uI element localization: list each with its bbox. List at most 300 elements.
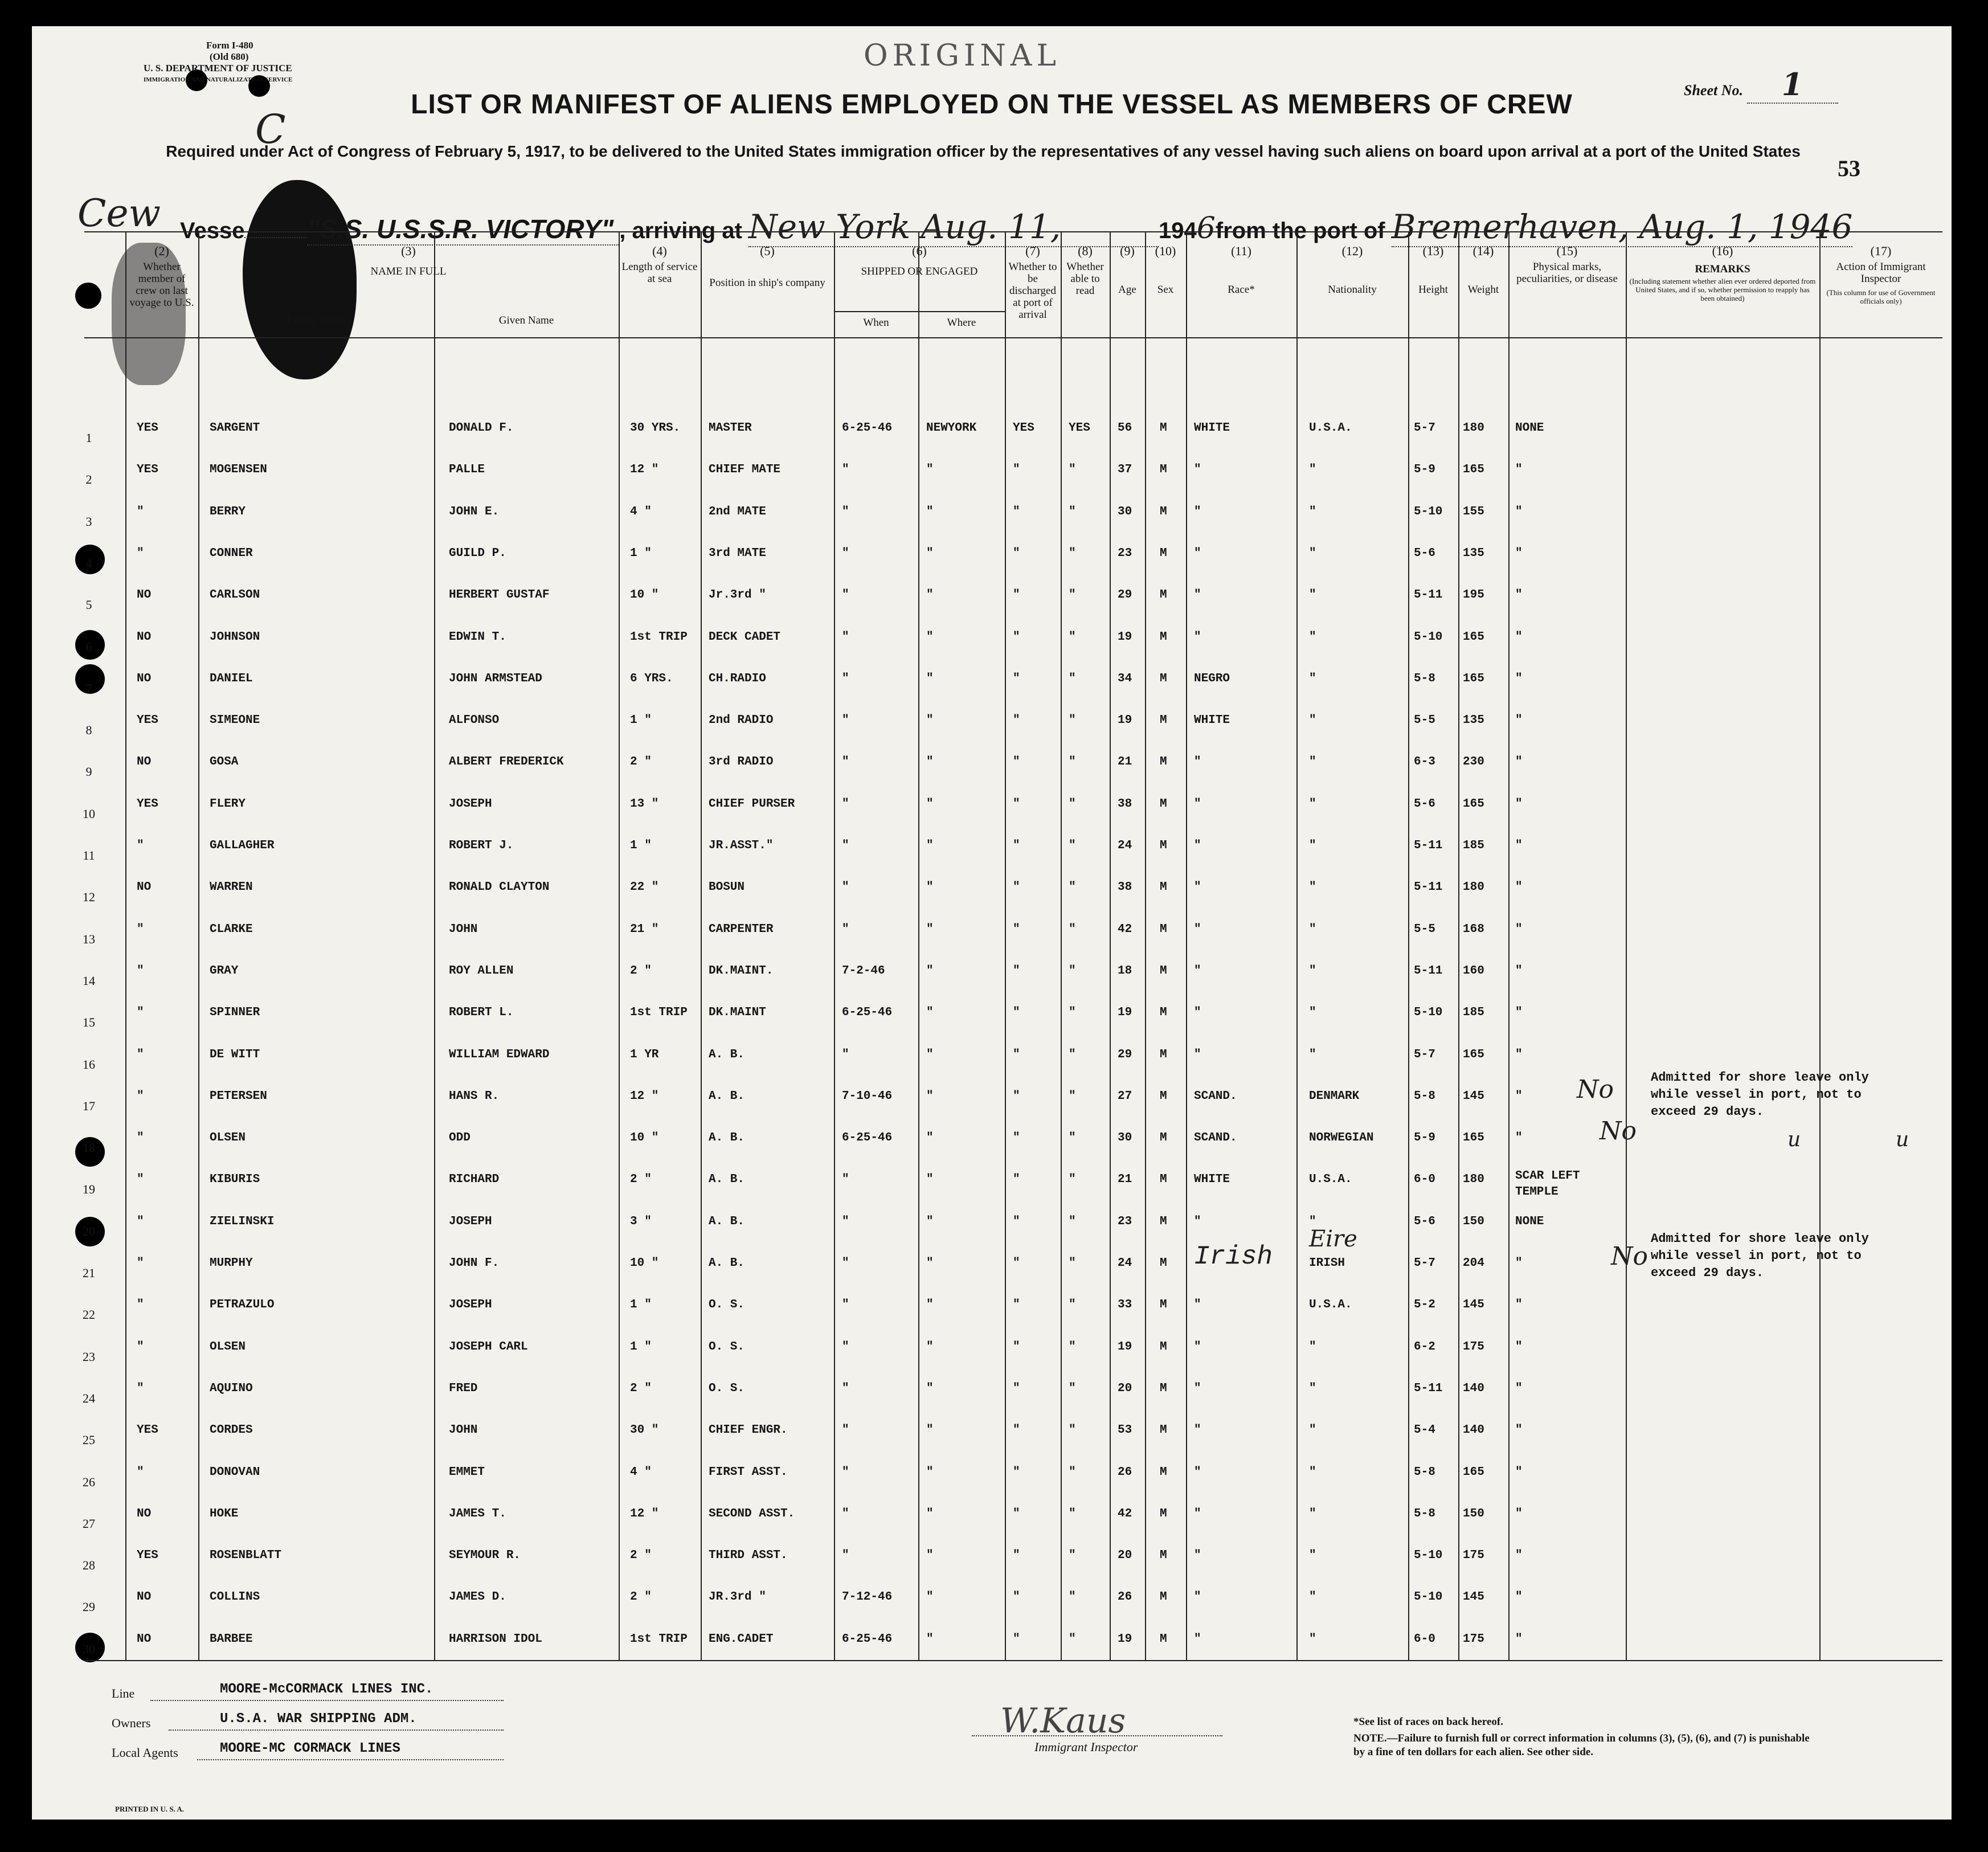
sex: M xyxy=(1160,1006,1167,1020)
position: MASTER xyxy=(709,422,752,435)
family-name: ZIELINSKI xyxy=(210,1215,275,1228)
nationality: " xyxy=(1309,1424,1316,1437)
age: 21 xyxy=(1118,755,1132,769)
given-name: PALLE xyxy=(449,463,485,477)
nationality: DENMARK xyxy=(1309,1089,1360,1103)
service-length: 2 " xyxy=(630,1381,652,1395)
given-name: ROBERT J. xyxy=(449,839,514,852)
column-rule xyxy=(1408,231,1409,1661)
service-length: 2 " xyxy=(630,755,652,769)
service-length: 1st TRIP xyxy=(630,1006,688,1020)
column-number-c4: (4) xyxy=(652,244,667,258)
position: O. S. xyxy=(709,1298,745,1312)
form-old-number: (Old 680) xyxy=(210,51,249,62)
row-number: 23 xyxy=(83,1349,95,1364)
position: DECK CADET xyxy=(709,630,781,644)
service-length: 2 " xyxy=(630,1173,652,1187)
shipped-when: " xyxy=(842,1381,849,1395)
service-length: 1 " xyxy=(630,839,652,852)
age: 42 xyxy=(1118,1507,1132,1520)
column-number-c16: (16) xyxy=(1712,244,1733,258)
sex: M xyxy=(1160,1089,1167,1103)
height: 5-2 xyxy=(1414,1298,1435,1312)
given-name: JAMES D. xyxy=(449,1591,506,1604)
discharged: " xyxy=(1013,714,1020,727)
height: 5-8 xyxy=(1414,1465,1435,1479)
row-number: 30 xyxy=(83,1641,95,1656)
service-length: 10 " xyxy=(630,1257,659,1270)
race: " xyxy=(1194,546,1201,560)
family-name: PETERSEN xyxy=(210,1089,267,1103)
age: 24 xyxy=(1118,839,1132,852)
able-to-read: " xyxy=(1069,881,1076,894)
shipped-where: " xyxy=(926,1549,934,1563)
row-number: 14 xyxy=(83,973,95,988)
discharged: YES xyxy=(1013,422,1034,435)
physical-marks: " xyxy=(1515,546,1523,560)
shipped-where: " xyxy=(926,1006,934,1020)
weight: 185 xyxy=(1463,839,1484,852)
physical-marks: " xyxy=(1515,1048,1523,1061)
physical-marks: " xyxy=(1515,1298,1523,1312)
column-header-c12: Nationality xyxy=(1328,284,1377,296)
position: DK.MAINT xyxy=(709,1006,766,1020)
given-name: ALBERT FREDERICK xyxy=(449,755,564,769)
given-name: ROY ALLEN xyxy=(449,964,514,978)
column-rule xyxy=(1061,231,1062,1661)
weight: 175 xyxy=(1463,1340,1484,1354)
prev-voyage: " xyxy=(137,1381,144,1395)
physical-marks: " xyxy=(1515,797,1523,811)
discharged: " xyxy=(1013,588,1020,602)
nationality: U.S.A. xyxy=(1309,1298,1352,1312)
line-label: Line xyxy=(112,1686,135,1700)
height: 5-6 xyxy=(1414,1215,1435,1228)
discharged: " xyxy=(1013,964,1020,978)
row-number: 27 xyxy=(83,1516,95,1531)
shipped-where: " xyxy=(926,1507,934,1520)
sheet-number: 1 xyxy=(1747,66,1838,104)
height: 6-2 xyxy=(1414,1340,1435,1354)
given-name: JOSEPH CARL xyxy=(449,1340,528,1354)
given-name: ROBERT L. xyxy=(449,1006,514,1020)
service-length: 12 " xyxy=(630,1507,659,1520)
column-header-c13: Height xyxy=(1418,284,1448,296)
column-header-c3: NAME IN FULL xyxy=(370,265,447,277)
age: 38 xyxy=(1118,881,1132,894)
able-to-read: " xyxy=(1069,1507,1076,1520)
given-name: RICHARD xyxy=(449,1173,500,1187)
column-number-c6: (6) xyxy=(912,244,927,258)
service-length: 10 " xyxy=(630,588,659,602)
height: 5-8 xyxy=(1414,1507,1435,1520)
height: 5-7 xyxy=(1414,422,1435,435)
family-name: CORDES xyxy=(210,1424,253,1437)
discharged: " xyxy=(1013,463,1020,477)
able-to-read: " xyxy=(1069,714,1076,727)
given-name: RONALD CLAYTON xyxy=(449,881,550,894)
sex: M xyxy=(1160,714,1167,727)
family-name: GRAY xyxy=(210,964,239,978)
height: 5-11 xyxy=(1414,839,1443,852)
able-to-read: " xyxy=(1069,1549,1076,1563)
service-length: 1 YR xyxy=(630,1048,659,1061)
position: A. B. xyxy=(709,1131,745,1145)
prev-voyage: NO xyxy=(137,1591,152,1604)
shipped-where: " xyxy=(926,1048,934,1061)
weight: 180 xyxy=(1463,422,1484,435)
shipped-when: " xyxy=(842,672,849,685)
position: A. B. xyxy=(709,1089,745,1103)
column-header-remarks-note: (Including statement whether alien ever ordered deported from United States, and if so, whether permission to reapply has been obtained) xyxy=(1629,277,1816,302)
shipped-when: " xyxy=(842,1424,849,1437)
form-number: Form I-480 xyxy=(206,40,253,51)
owners-value: U.S.A. WAR SHIPPING ADM. xyxy=(220,1711,417,1727)
age: 37 xyxy=(1118,463,1132,477)
weight: 230 xyxy=(1463,755,1484,769)
race: " xyxy=(1194,1048,1201,1061)
page-number: 53 xyxy=(1838,156,1860,181)
prev-voyage: NO xyxy=(137,1507,152,1520)
age: 53 xyxy=(1118,1424,1132,1437)
service-length: 13 " xyxy=(630,797,659,811)
shipped-when: 6-25-46 xyxy=(842,422,893,435)
physical-marks: " xyxy=(1515,922,1523,936)
column-rule xyxy=(198,231,199,1661)
nationality: " xyxy=(1309,1381,1316,1395)
sex: M xyxy=(1160,881,1167,894)
discharged: " xyxy=(1013,797,1020,811)
family-name: OLSEN xyxy=(210,1340,246,1354)
shipped-where: " xyxy=(926,1340,934,1354)
row-number: 11 xyxy=(83,848,95,862)
discharged: " xyxy=(1013,1591,1020,1604)
race: " xyxy=(1194,881,1201,894)
family-name: BERRY xyxy=(210,505,246,518)
ditto-mark: u xyxy=(1787,1128,1801,1152)
able-to-read: " xyxy=(1069,839,1076,852)
family-name: JOHNSON xyxy=(210,630,260,644)
service-length: 21 " xyxy=(630,922,659,936)
weight: 165 xyxy=(1463,1048,1484,1061)
column-rule xyxy=(1145,231,1146,1661)
discharged: " xyxy=(1013,922,1020,936)
able-to-read: YES xyxy=(1069,422,1090,435)
column-number-c3: (3) xyxy=(401,244,416,258)
age: 56 xyxy=(1118,422,1132,435)
prev-voyage: " xyxy=(137,1465,144,1479)
age: 34 xyxy=(1118,672,1132,685)
family-name: GOSA xyxy=(210,755,239,769)
race: " xyxy=(1194,797,1201,811)
prev-voyage: " xyxy=(137,546,144,560)
shipped-where: " xyxy=(926,839,934,852)
able-to-read: " xyxy=(1069,1215,1076,1228)
shore-leave-remark-21: Admitted for shore leave only while vessel in port, not to exceed 29 days. xyxy=(1651,1232,1869,1280)
given-name: JOHN F. xyxy=(449,1257,500,1270)
row-number: 10 xyxy=(83,806,95,821)
able-to-read: " xyxy=(1069,505,1076,518)
physical-marks: " xyxy=(1515,630,1523,644)
race: " xyxy=(1194,1215,1201,1228)
race: " xyxy=(1194,839,1201,852)
row-number: 22 xyxy=(83,1307,95,1322)
service-length: 4 " xyxy=(630,1465,652,1479)
prev-voyage: YES xyxy=(137,714,158,727)
sex: M xyxy=(1160,839,1167,852)
column-number-c14: (14) xyxy=(1472,244,1494,258)
family-name: CONNER xyxy=(210,546,253,560)
shore-leave-remark-17: Admitted for shore leave only while vessel in port, not to exceed 29 days. xyxy=(1651,1070,1869,1119)
able-to-read: " xyxy=(1069,1424,1076,1437)
discharged: " xyxy=(1013,1632,1020,1646)
shipped-where: " xyxy=(926,1257,934,1270)
weight: 185 xyxy=(1463,1006,1484,1020)
shipped-when: " xyxy=(842,881,849,894)
able-to-read: " xyxy=(1069,922,1076,936)
shipped-when: 6-25-46 xyxy=(842,1006,893,1020)
shipped-where: " xyxy=(926,1632,934,1646)
family-name: KIBURIS xyxy=(210,1173,260,1187)
prev-voyage: " xyxy=(137,1215,144,1228)
shipped-where: " xyxy=(926,546,934,560)
shipped-when: " xyxy=(842,1173,849,1187)
shipped-when: " xyxy=(842,630,849,644)
position: JR.3rd " xyxy=(709,1591,766,1604)
prev-voyage: YES xyxy=(137,463,158,477)
row-number: 16 xyxy=(83,1057,95,1072)
weight: 175 xyxy=(1463,1632,1484,1646)
row-number: 17 xyxy=(83,1098,95,1113)
weight: 175 xyxy=(1463,1549,1484,1563)
column-header-c2: Whether member of crew on last voyage to U.S. xyxy=(129,261,194,309)
column-rule xyxy=(1186,231,1187,1661)
shipped-when: " xyxy=(842,505,849,518)
nationality: U.S.A. xyxy=(1309,1173,1352,1187)
nationality: " xyxy=(1309,797,1316,811)
shipped-when: " xyxy=(842,797,849,811)
sex: M xyxy=(1160,672,1167,685)
nationality: " xyxy=(1309,839,1316,852)
form-department: U. S. DEPARTMENT OF JUSTICE xyxy=(144,63,292,73)
position: CARPENTER xyxy=(709,922,774,936)
shipped-where: " xyxy=(926,505,934,518)
height: 5-5 xyxy=(1414,922,1435,936)
column-number-c12: (12) xyxy=(1341,244,1363,258)
discharged: " xyxy=(1013,1424,1020,1437)
column-rule xyxy=(701,231,702,1661)
shipped-where: " xyxy=(926,1089,934,1103)
sex: M xyxy=(1160,1173,1167,1187)
sex: M xyxy=(1160,1549,1167,1563)
service-length: 10 " xyxy=(630,1131,659,1145)
given-name: HARRISON IDOL xyxy=(449,1632,542,1646)
row-number: 26 xyxy=(83,1474,95,1489)
position: A. B. xyxy=(709,1173,745,1187)
physical-marks: " xyxy=(1515,839,1523,852)
prev-voyage: NO xyxy=(137,630,152,644)
position: A. B. xyxy=(709,1215,745,1228)
race: Irish xyxy=(1194,1242,1273,1272)
row-number: 1 xyxy=(85,431,92,445)
given-name: JOHN E. xyxy=(449,505,500,518)
sex: M xyxy=(1160,422,1167,435)
sex: M xyxy=(1160,630,1167,644)
crew-table xyxy=(84,231,1942,1661)
ditto-mark: u xyxy=(1896,1128,1909,1152)
able-to-read: " xyxy=(1069,1381,1076,1395)
column-rule xyxy=(1458,231,1459,1661)
height: 6-0 xyxy=(1414,1173,1435,1187)
physical-marks: " xyxy=(1515,1507,1523,1520)
given-name: JOSEPH xyxy=(449,1298,492,1312)
column-header-c9: Age xyxy=(1118,284,1136,296)
weight: 165 xyxy=(1463,797,1484,811)
position: BOSUN xyxy=(709,881,745,894)
given-name: EDWIN T. xyxy=(449,630,506,644)
column-header-c5: Position in ship's company xyxy=(709,277,825,289)
physical-marks: " xyxy=(1515,1257,1523,1270)
family-name: BARBEE xyxy=(210,1632,253,1646)
physical-marks: " xyxy=(1515,1549,1523,1563)
race: " xyxy=(1194,1591,1201,1604)
able-to-read: " xyxy=(1069,755,1076,769)
manifest-document xyxy=(32,26,1952,1820)
sex: M xyxy=(1160,1465,1167,1479)
service-length: 2 " xyxy=(630,1591,652,1604)
able-to-read: " xyxy=(1069,1591,1076,1604)
physical-marks: " xyxy=(1515,964,1523,978)
age: 30 xyxy=(1118,1131,1132,1145)
height: 6-0 xyxy=(1414,1632,1435,1646)
column-rule xyxy=(1296,231,1298,1661)
column-number-c11: (11) xyxy=(1231,244,1251,258)
race: " xyxy=(1194,964,1201,978)
weight: 145 xyxy=(1463,1591,1484,1604)
form-id-block xyxy=(144,40,293,85)
column-header-given-name: Given Name xyxy=(498,314,554,326)
nationality: " xyxy=(1309,1215,1316,1228)
sex: M xyxy=(1160,1591,1167,1604)
column-rule xyxy=(1508,231,1510,1661)
prev-voyage: " xyxy=(137,1340,144,1354)
age: 24 xyxy=(1118,1257,1132,1270)
shipped-when: " xyxy=(842,546,849,560)
age: 29 xyxy=(1118,588,1132,602)
race: " xyxy=(1194,1465,1201,1479)
row-number: 21 xyxy=(83,1266,95,1280)
handwritten-c: C xyxy=(255,106,286,153)
column-number-c7: (7) xyxy=(1025,244,1040,258)
printed-in-usa: PRINTED IN U. S. A. xyxy=(115,1805,184,1813)
family-name: OLSEN xyxy=(210,1131,246,1145)
family-name: MOGENSEN xyxy=(210,463,267,477)
given-name: ODD xyxy=(449,1131,471,1145)
height: 5-10 xyxy=(1414,1549,1443,1563)
shipped-when: " xyxy=(842,1340,849,1354)
height: 5-6 xyxy=(1414,797,1435,811)
column-header-where: Where xyxy=(947,317,976,329)
column-rule xyxy=(834,231,835,1661)
nationality: " xyxy=(1309,1549,1316,1563)
height: 5-8 xyxy=(1414,1089,1435,1103)
row-number: 3 xyxy=(85,514,92,529)
column-number-c8: (8) xyxy=(1078,244,1093,258)
year-suffix: 6 xyxy=(1196,211,1216,246)
shipped-where: " xyxy=(926,463,934,477)
age: 23 xyxy=(1118,1215,1132,1228)
height: 5-7 xyxy=(1414,1048,1435,1061)
sex: M xyxy=(1160,797,1167,811)
weight: 165 xyxy=(1463,672,1484,685)
position: A. B. xyxy=(709,1048,745,1061)
physical-marks: " xyxy=(1515,505,1523,518)
position: DK.MAINT. xyxy=(709,964,774,978)
height: 5-8 xyxy=(1414,672,1435,685)
given-name: SEYMOUR R. xyxy=(449,1549,521,1563)
given-name: EMMET xyxy=(449,1465,485,1479)
service-length: 1 " xyxy=(630,1340,652,1354)
race: " xyxy=(1194,630,1201,644)
sex: M xyxy=(1160,463,1167,477)
sex: M xyxy=(1160,1131,1167,1145)
prev-voyage: " xyxy=(137,1131,144,1145)
prev-voyage: YES xyxy=(137,797,158,811)
physical-marks: " xyxy=(1515,1340,1523,1354)
able-to-read: " xyxy=(1069,546,1076,560)
row-number: 12 xyxy=(83,890,95,905)
owners-underline xyxy=(169,1730,504,1731)
shipped-where: " xyxy=(926,588,934,602)
position: 3rd MATE xyxy=(709,546,766,560)
position: CH.RADIO xyxy=(709,672,766,685)
action-no-18: No xyxy=(1600,1117,1637,1146)
discharged: " xyxy=(1013,839,1020,852)
form-service: IMMIGRATION AND NATURALIZATION SERVICE xyxy=(144,76,293,83)
race: " xyxy=(1194,1381,1201,1395)
shipped-when: " xyxy=(842,588,849,602)
weight: 135 xyxy=(1463,546,1484,560)
weight: 155 xyxy=(1463,505,1484,518)
column-rule xyxy=(1005,231,1006,1661)
column-header-c15: Physical marks, peculiarities, or disease xyxy=(1516,261,1618,285)
prev-voyage: " xyxy=(137,964,144,978)
physical-marks: " xyxy=(1515,714,1523,727)
able-to-read: " xyxy=(1069,1048,1076,1061)
age: 20 xyxy=(1118,1381,1132,1395)
age: 30 xyxy=(1118,505,1132,518)
row-number: 20 xyxy=(83,1224,95,1238)
age: 19 xyxy=(1118,630,1132,644)
physical-marks: NONE xyxy=(1515,422,1544,435)
family-name: DE WITT xyxy=(210,1048,260,1061)
family-name: COLLINS xyxy=(210,1591,260,1604)
position: CHIEF PURSER xyxy=(709,797,795,811)
race: WHITE xyxy=(1194,1173,1230,1187)
row-number: 2 xyxy=(85,472,92,487)
row-number: 15 xyxy=(83,1015,95,1030)
from-port-label: from the port of xyxy=(1215,218,1385,243)
weight: 140 xyxy=(1463,1424,1484,1437)
discharged: " xyxy=(1013,1340,1020,1354)
column-header-family-name: Family Name xyxy=(287,314,346,326)
race: NEGRO xyxy=(1194,672,1230,685)
family-name: GALLAGHER xyxy=(210,839,275,852)
shipped-when: " xyxy=(842,1507,849,1520)
weight: 135 xyxy=(1463,714,1484,727)
nationality: " xyxy=(1309,546,1316,560)
prev-voyage: YES xyxy=(137,422,158,435)
